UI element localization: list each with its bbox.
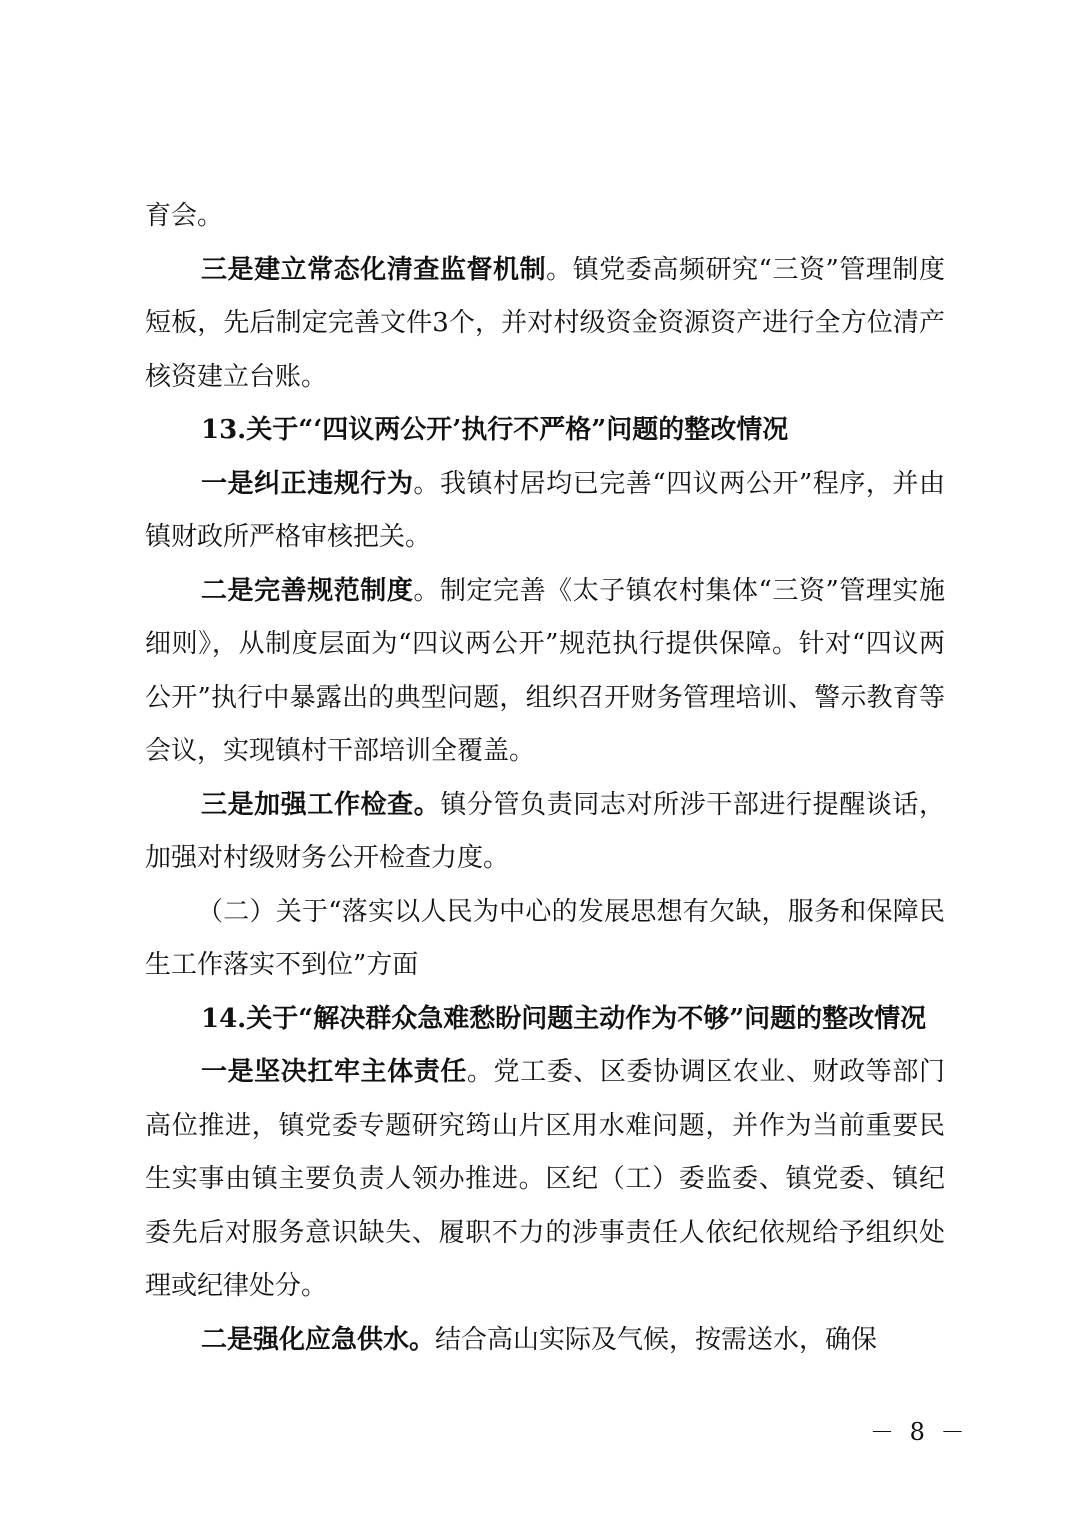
paragraph-lead: 三是建立常态化清查监督机制 [201,254,547,285]
paragraph-text: 。制定完善《太子镇农村集体“三资”管理实施细则》，从制度层面为“四议两公开”规范执行提供保障。针对“四议两公开”执行中暴露出的典型问题，组织召开财务管理培训、警示教育等会议，实现镇村干部培训全覆盖。 [145,575,945,766]
heading-13: 13.关于“‘四议两公开’执行不严格”问题的整改情况 [201,415,789,445]
paragraph-three-inspection [145,779,945,886]
paragraph-three-mechanism [145,244,945,405]
paragraph-one-correct [145,458,945,565]
paragraph-lead: 一是纠正违规行为 [201,468,414,499]
paragraph-two-system [145,565,945,779]
paragraph-text: 。镇党委高频研究“三资”管理制度短板，先后制定完善文件3个，并对村级资金资源资产进行全方位清产核资建立台账。 [145,254,945,392]
paragraph-two-water [145,1314,945,1368]
paragraph-lead: 三是加强工作检查。 [201,789,441,820]
paragraph-text: 镇分管负责同志对所涉干部进行提醒谈话，加强对村级财务公开检查力度。 [145,789,945,873]
paragraph-text: 。党工委、区委协调区农业、财政等部门高位推进，镇党委专题研究筠山片区用水难问题，并作为当前重要民生实事由镇主要负责人领办推进。区纪（工）委监委、镇党委、镇纪委先后对服务意识缺失、履职不力的涉事责任人依纪依规给予组织处理或纪律处分。 [145,1057,945,1301]
subsection-two: （二）关于“落实以人民为中心的发展思想有欠缺，服务和保障民生工作落实不到位”方面 [145,896,945,980]
body-text [145,190,945,1367]
paragraph-text: 育会。 [145,201,224,231]
paragraph-text: 结合高山实际及气候，按需送水，确保 [435,1324,878,1355]
paragraph-lead: 二是完善规范制度 [201,575,414,606]
paragraph-continuation [145,190,945,244]
page-number: － 8 － [870,1418,969,1446]
paragraph-one-responsibility [145,1046,945,1314]
paragraph-lead: 一是坚决扛牢主体责任 [201,1057,467,1087]
paragraph-lead: 二是强化应急供水。 [201,1324,436,1355]
paragraph-text: 。我镇村居均已完善“四议两公开”程序，并由镇财政所严格审核把关。 [145,468,945,552]
heading-14: 14.关于“解决群众急难愁盼问题主动作为不够”问题的整改情况 [201,1003,927,1034]
